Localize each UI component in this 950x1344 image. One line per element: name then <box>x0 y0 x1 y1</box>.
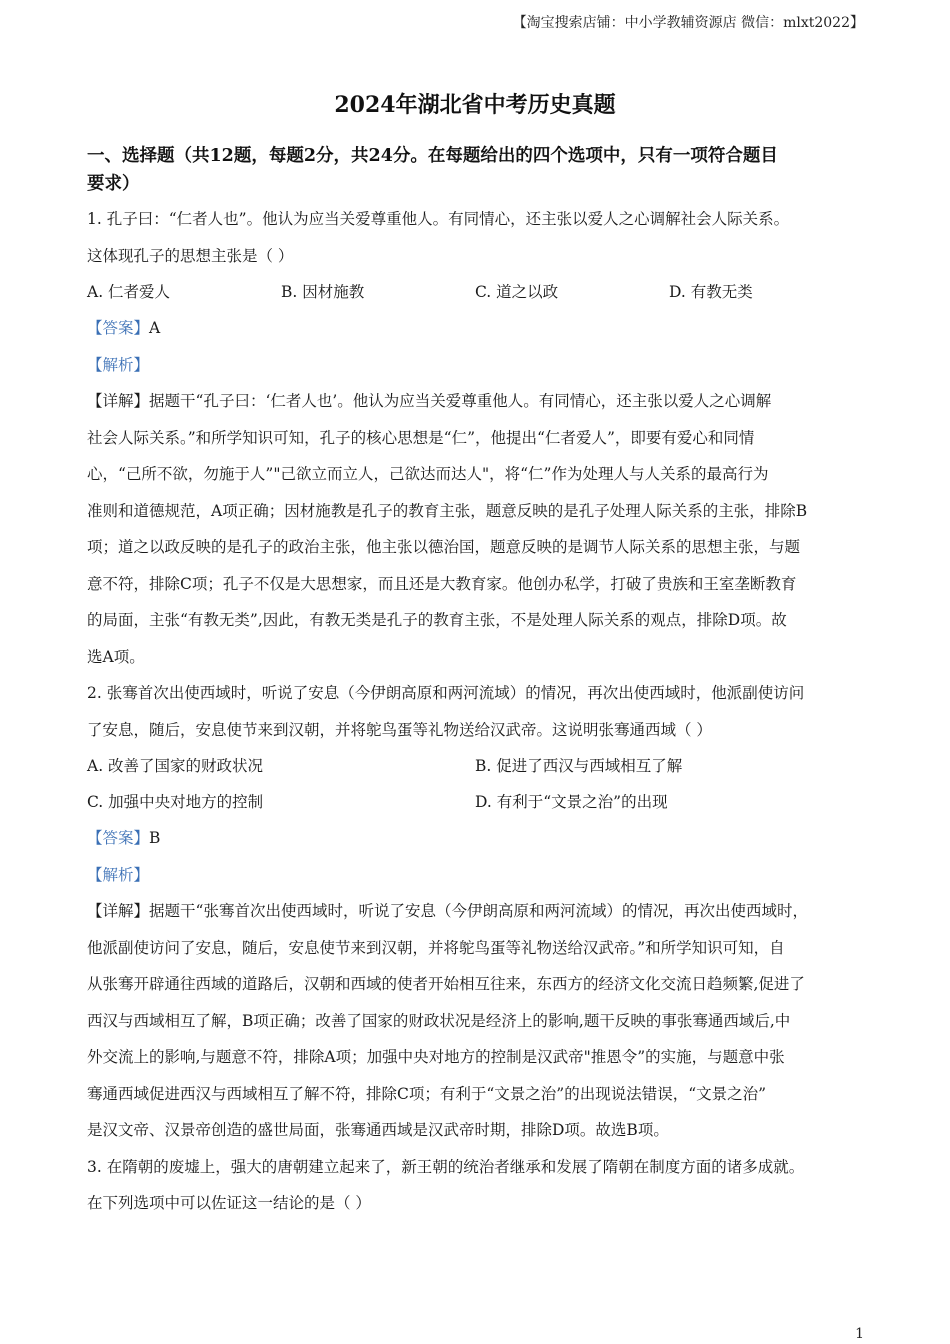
detail-line: 心，“己所不欲，勿施于人”"己欲立而立人，己欲达而达人"，将“仁”作为处理人与人关系的最高行为 <box>87 465 769 483</box>
detail-line: 的局面，主张“有教无类”,因此，有教无类是孔子的教育主张，不是处理人际关系的观点，排除D项。故 <box>87 611 787 629</box>
page-number: 1 <box>855 1326 864 1342</box>
detail-line: 他派副使访问了安息，随后，安息使节来到汉朝，并将鸵鸟蛋等礼物送给汉武帝。”和所学知识可知，自 <box>87 938 785 957</box>
section-heading-line: 一、选择题（共12题，每题2分，共24分。在每题给出的四个选项中，只有一项符合题目 <box>87 146 778 166</box>
answer-tag: 【答案】 <box>87 829 150 847</box>
answer-tag: 【答案】 <box>87 319 150 337</box>
option-c: C. 道之以政 <box>475 283 559 301</box>
option-b: B. 促进了西汉与西域相互了解 <box>475 757 683 775</box>
analysis-tag: 【解析】 <box>87 865 150 884</box>
analysis-line <box>87 857 872 894</box>
question-options <box>87 784 872 820</box>
detail-text: 据题干“张骞首次出使西域时，听说了安息（今伊朗高原和两河流域）的情况，再次出使西域时， <box>149 902 808 920</box>
question-3 <box>87 1149 872 1222</box>
section-heading-line: 要求） <box>87 174 140 194</box>
answer-line <box>87 820 872 857</box>
analysis-line <box>87 347 872 384</box>
question-stem-line: 这体现孔子的思想主张是（ ） <box>87 246 294 265</box>
option-d: D. 有利于“文景之治”的出现 <box>475 793 668 811</box>
option-b: B. 因材施教 <box>281 283 365 301</box>
detail-paragraph <box>87 893 872 1149</box>
option-d: D. 有教无类 <box>669 283 753 301</box>
question-options <box>87 274 872 310</box>
detail-line: 骞通西域促进西汉与西域相互了解不符，排除C项；有利于“文景之治”的出现说法错误，“文景之治” <box>87 1084 767 1103</box>
detail-line: 外交流上的影响,与题意不符，排除A项；加强中央对地方的控制是汉武帝"推恩令”的实施，与题意中张 <box>87 1048 785 1066</box>
question-1 <box>87 201 872 675</box>
detail-tag: 【详解】 <box>87 902 150 920</box>
detail-line: 选A项。 <box>87 647 145 666</box>
question-2 <box>87 675 872 1149</box>
question-options <box>87 748 872 784</box>
detail-line: 西汉与西域相互了解，B项正确；改善了国家的财政状况是经济上的影响,题干反映的事张骞通西域后,中 <box>87 1011 791 1030</box>
detail-text: 据题干“孔子曰：‘仁者人也’。他认为应当关爱尊重他人。有同情心，还主张以爱人之心调解 <box>149 392 772 410</box>
detail-line: 项；道之以政反映的是孔子的政治主张，他主张以德治国，题意反映的是调节人际关系的思想主张，与题 <box>87 538 801 556</box>
header-note: 【淘宝搜索店铺：中小学教辅资源店 微信：mlxt2022】 <box>512 15 864 31</box>
question-stem-line: 2. 张骞首次出使西域时，听说了安息（今伊朗高原和两河流域）的情况，再次出使西域时，他派副使访问 <box>87 684 805 702</box>
detail-tag: 【详解】 <box>87 392 150 410</box>
detail-line: 从张骞开辟通往西域的道路后，汉朝和西域的使者开始相互往来，东西方的经济文化交流日趋频繁,促进了 <box>87 975 805 993</box>
question-stem-line: 1. 孔子曰：“仁者人也”。他认为应当关爱尊重他人。有同情心，还主张以爱人之心调解社会人际关系。 <box>87 210 790 228</box>
option-a: A. 改善了国家的财政状况 <box>87 757 264 775</box>
detail-line <box>87 383 872 420</box>
question-stem-line: 在下列选项中可以佐证这一结论的是（ ） <box>87 1194 371 1212</box>
answer-value: A <box>149 319 161 337</box>
detail-line: 社会人际关系。”和所学知识可知，孔子的核心思想是“仁”，他提出“仁者爱人”，即要有爱心和同情 <box>87 428 755 447</box>
option-c: C. 加强中央对地方的控制 <box>87 793 264 811</box>
detail-paragraph <box>87 383 872 675</box>
answer-value: B <box>149 829 161 847</box>
document-body <box>87 142 872 1222</box>
section-heading <box>87 142 872 198</box>
detail-line: 意不符，排除C项；孔子不仅是大思想家，而且还是大教育家。他创办私学，打破了贵族和王室垄断教育 <box>87 574 797 593</box>
option-a: A. 仁者爱人 <box>87 283 171 301</box>
answer-line <box>87 310 872 347</box>
detail-line: 是汉文帝、汉景帝创造的盛世局面，张骞通西域是汉武帝时期，排除D项。故选B项。 <box>87 1121 669 1139</box>
page-title: 2024年湖北省中考历史真题 <box>334 92 616 118</box>
analysis-tag: 【解析】 <box>87 355 150 374</box>
detail-line <box>87 893 872 930</box>
detail-line: 准则和道德规范，A项正确；因材施教是孔子的教育主张，题意反映的是孔子处理人际关系的主张，排除B <box>87 501 808 520</box>
question-stem-line: 3. 在隋朝的废墟上，强大的唐朝建立起来了，新王朝的统治者继承和发展了隋朝在制度方面的诸多成就。 <box>87 1157 805 1176</box>
question-stem-line: 了安息，随后，安息使节来到汉朝，并将鸵鸟蛋等礼物送给汉武帝。这说明张骞通西域（ ） <box>87 720 712 739</box>
